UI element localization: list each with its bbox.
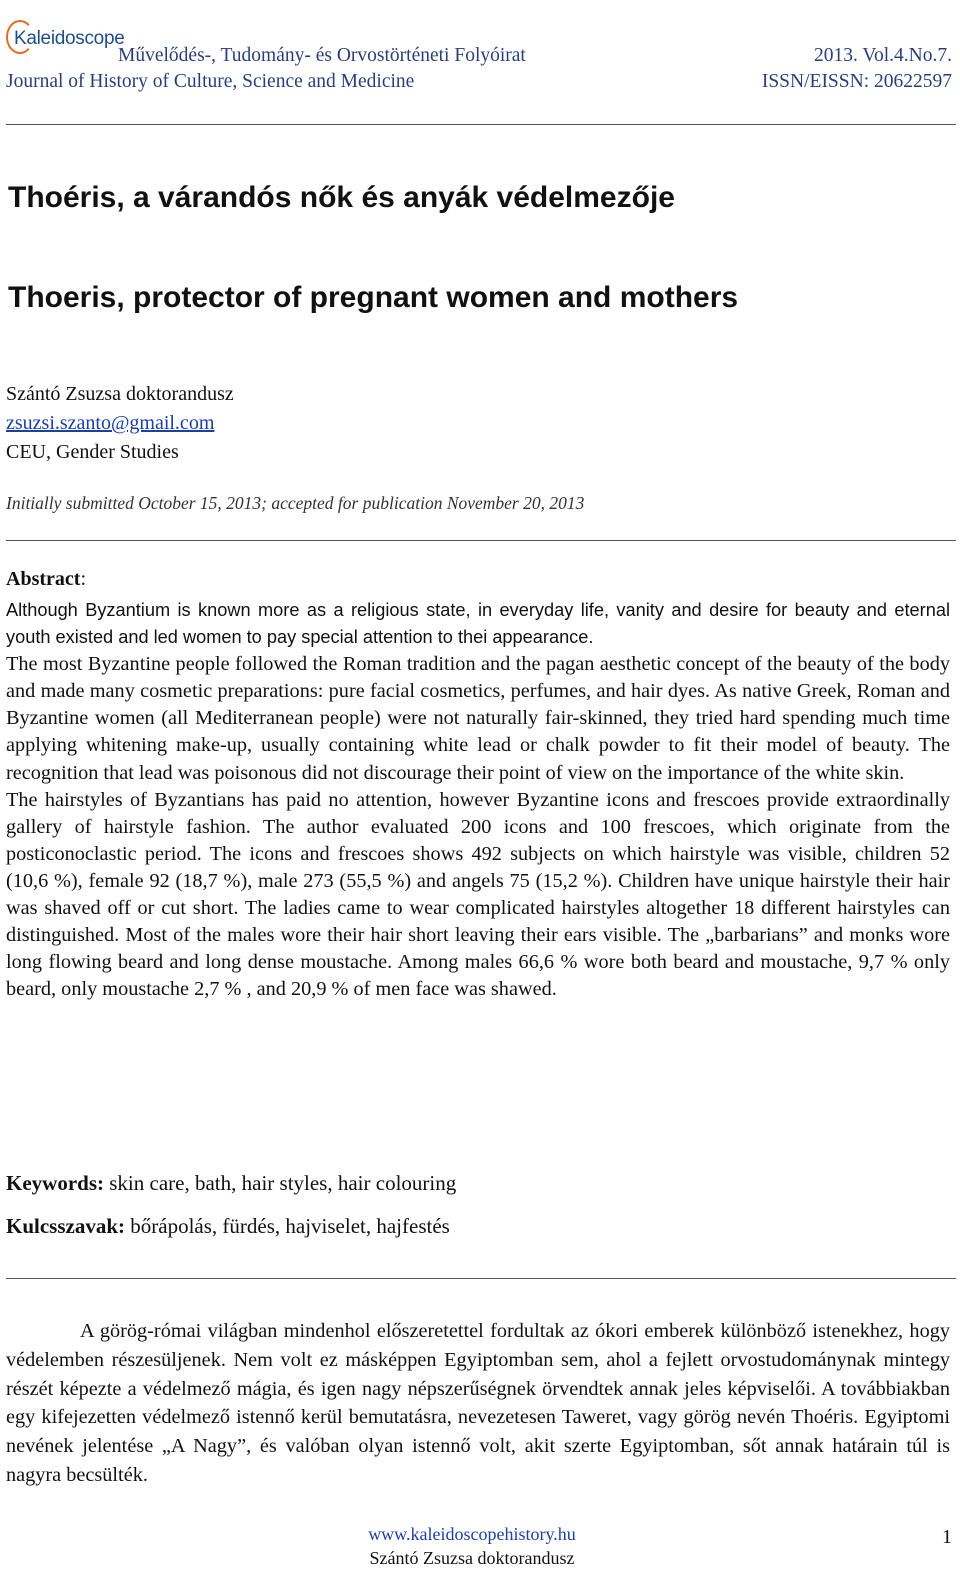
abstract-paragraph-1: The most Byzantine people followed the Roman tradition and the pagan aesthetic concept of the beauty of the body and made many cosmetic preparations: pure facial cosmetics, perfumes, and hair dyes. As native Greek, Roman and Byzantine women (all Mediterranean people) were not naturally fair-skinned, they tried hard spending much time applying whitening make-up, usually containing white lead or chalk powder to fit their model of beauty. The recognition that lead was poisonous did not discourage their point of view on the importance of the white skin.	[6, 653, 950, 784]
kulcsszavak-value: bőrápolás, fürdés, hajviselet, hajfestés	[125, 1214, 450, 1238]
abstract-paragraph-2: The hairstyles of Byzantians has paid no attention, however Byzantine icons and frescoes provide extraordinally gallery of hairstyle fashion. The author evaluated 200 icons and 100 frescoes, which originate from the posticonoclastic period. The icons and frescoes shows 492 subjects on which hairstyle was visible, children 52 (10,6 %), female 92 (18,7 %), male 273 (55,5 %) and angels 75 (15,2 %). Children have unique hairstyle their hair was shaved off or cut short. The ladies came to wear complicated hairstyles altogether 18 different hairstyles can distinguished. Most of the males wore their hair short leaving their ears visible. The „barbarians” and monks wore long flowing beard and long dense moustache. Among males 66,6 % wore both beard and moustache, 9,7 % only beard, only moustache 2,7 % , and 20,9 % of men face was shawed.	[6, 788, 950, 1001]
title-divider	[6, 540, 956, 541]
page-number: 1	[942, 1526, 952, 1548]
keywords-line	[6, 1171, 456, 1196]
journal-title-english: Journal of History of Culture, Science and Medicine	[6, 71, 415, 92]
abstract-label: Abstract	[6, 568, 81, 590]
footer-website-link[interactable]	[0, 1524, 960, 1545]
header-divider	[6, 124, 956, 125]
footer-author	[0, 1548, 960, 1569]
footer-author-text: Szántó Zsuzsa doktorandusz	[369, 1548, 575, 1568]
author-affiliation: CEU, Gender Studies	[6, 441, 179, 463]
author-name: Szántó Zsuzsa doktorandusz	[6, 383, 234, 405]
keywords-label: Keywords:	[6, 1171, 104, 1195]
journal-header	[0, 0, 960, 126]
author-email-link[interactable]: zsuzsi.szanto@gmail.com	[6, 412, 215, 434]
logo-text: Kaleidoscope	[14, 28, 125, 49]
keywords-value: skin care, bath, hair styles, hair colouring	[104, 1171, 457, 1195]
journal-title-hungarian: Művelődés-, Tudomány- és Orvostörténeti Folyóirat	[118, 45, 526, 66]
submission-dates: Initially submitted October 15, 2013; accepted for publication November 20, 2013	[6, 493, 585, 513]
footer-url-text[interactable]: www.kaleidoscopehistory.hu	[368, 1524, 576, 1544]
body-paragraph-1: A görög-római világban mindenhol előszeretettel fordultak az ókori emberek különböző istenekhez, hogy védelemben részesüljenek. Nem volt ez másképpen Egyiptomban sem, ahol a fejlett orvostudománynak mintegy részét képezte a védelmező mágia, és igen nagy népszerűségnek örvendtek annak jeles képviselői. A továbbiakban egy kifejezetten védelmező istennő kerül bemutatásra, nevezetesen Taweret, vagy görög nevén Thoéris. Egyiptomi nevének jelentése „A Nagy”, és valóban olyan istennő volt, akit szerte Egyiptomban, sőt annak határain túl is nagyra becsülték.	[6, 1320, 950, 1486]
kulcsszavak-label: Kulcsszavak:	[6, 1214, 126, 1238]
abstract-body	[6, 597, 950, 1003]
article-body	[6, 1317, 950, 1490]
abstract-colon: :	[80, 568, 86, 590]
abstract-heading	[6, 568, 86, 591]
article-title-hungarian: Thoéris, a várandós nők és anyák védelmezője	[8, 181, 675, 214]
issue-label: 2013. Vol.4.No.7.	[814, 45, 952, 66]
kaleidoscope-logo	[6, 12, 125, 49]
abstract-intro-paragraph: Although Byzantium is known more as a religious state, in everyday life, vanity and desire for beauty and eternal youth existed and led women to pay special attention to thei appearance.	[6, 600, 950, 648]
article-title-english: Thoeris, protector of pregnant women and mothers	[8, 281, 739, 314]
body-divider	[6, 1278, 956, 1279]
kulcsszavak-line	[6, 1214, 450, 1239]
issn-label: ISSN/EISSN: 20622597	[761, 71, 952, 92]
